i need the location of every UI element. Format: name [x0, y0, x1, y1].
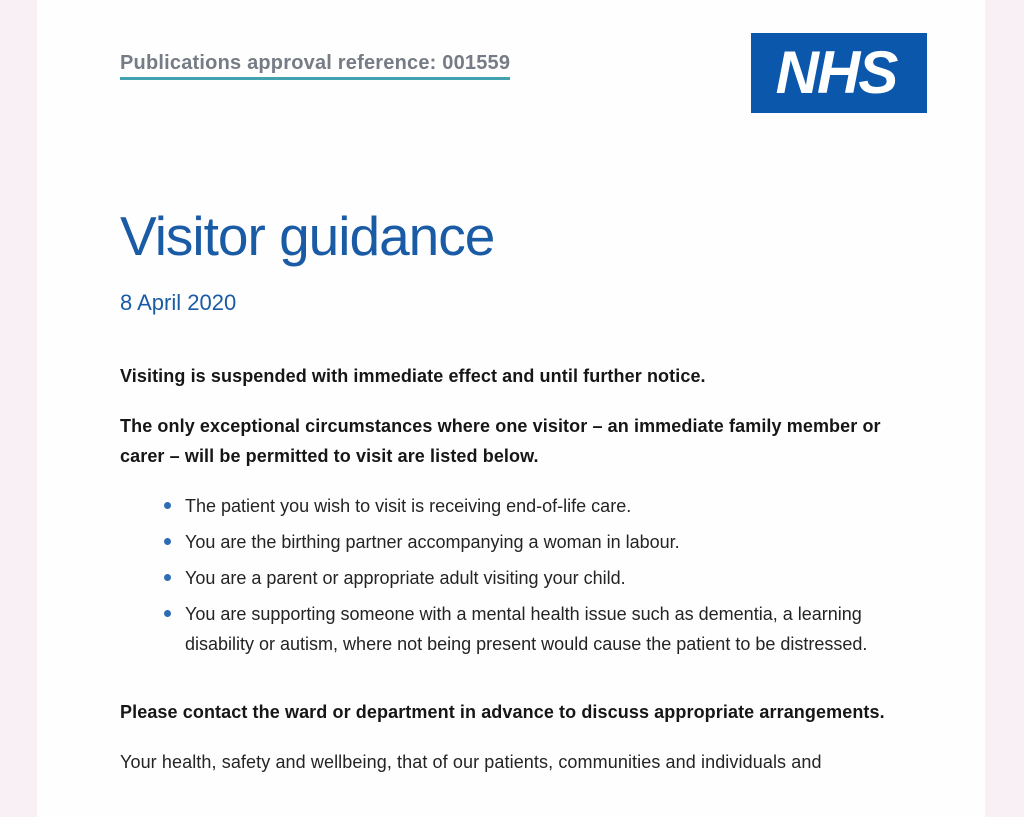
document-header — [120, 33, 927, 113]
document-page — [37, 0, 985, 817]
nhs-logo-text: NHS — [775, 39, 897, 106]
exceptions-intro-paragraph: The only exceptional circumstances where one visitor – an immediate family member or carer – will be permitted to visit are listed below. — [120, 416, 881, 466]
document-date: 8 April 2020 — [120, 290, 237, 315]
contact-ward-paragraph: Please contact the ward or department in advance to discuss appropriate arrangements. — [120, 702, 885, 722]
list-item-end-of-life: The patient you wish to visit is receiving end-of-life care. — [120, 491, 920, 521]
nhs-logo — [751, 33, 927, 113]
closing-paragraph: Your health, safety and wellbeing, that of our patients, communities and individuals and — [120, 752, 822, 772]
exceptions-list — [120, 491, 927, 659]
publications-approval-reference-link[interactable]: Publications approval reference: 001559 — [120, 52, 510, 80]
list-item-birthing-partner: You are the birthing partner accompanying a woman in labour. — [120, 527, 920, 557]
list-item-mental-health: You are supporting someone with a mental health issue such as dementia, a learning disability or autism, where not being present would cause the patient to be distressed. — [120, 599, 920, 659]
suspension-notice-paragraph: Visiting is suspended with immediate effect and until further notice. — [120, 366, 706, 386]
document-body — [120, 361, 927, 777]
list-item-parent: You are a parent or appropriate adult visiting your child. — [120, 563, 920, 593]
page-title: Visitor guidance — [120, 205, 495, 267]
